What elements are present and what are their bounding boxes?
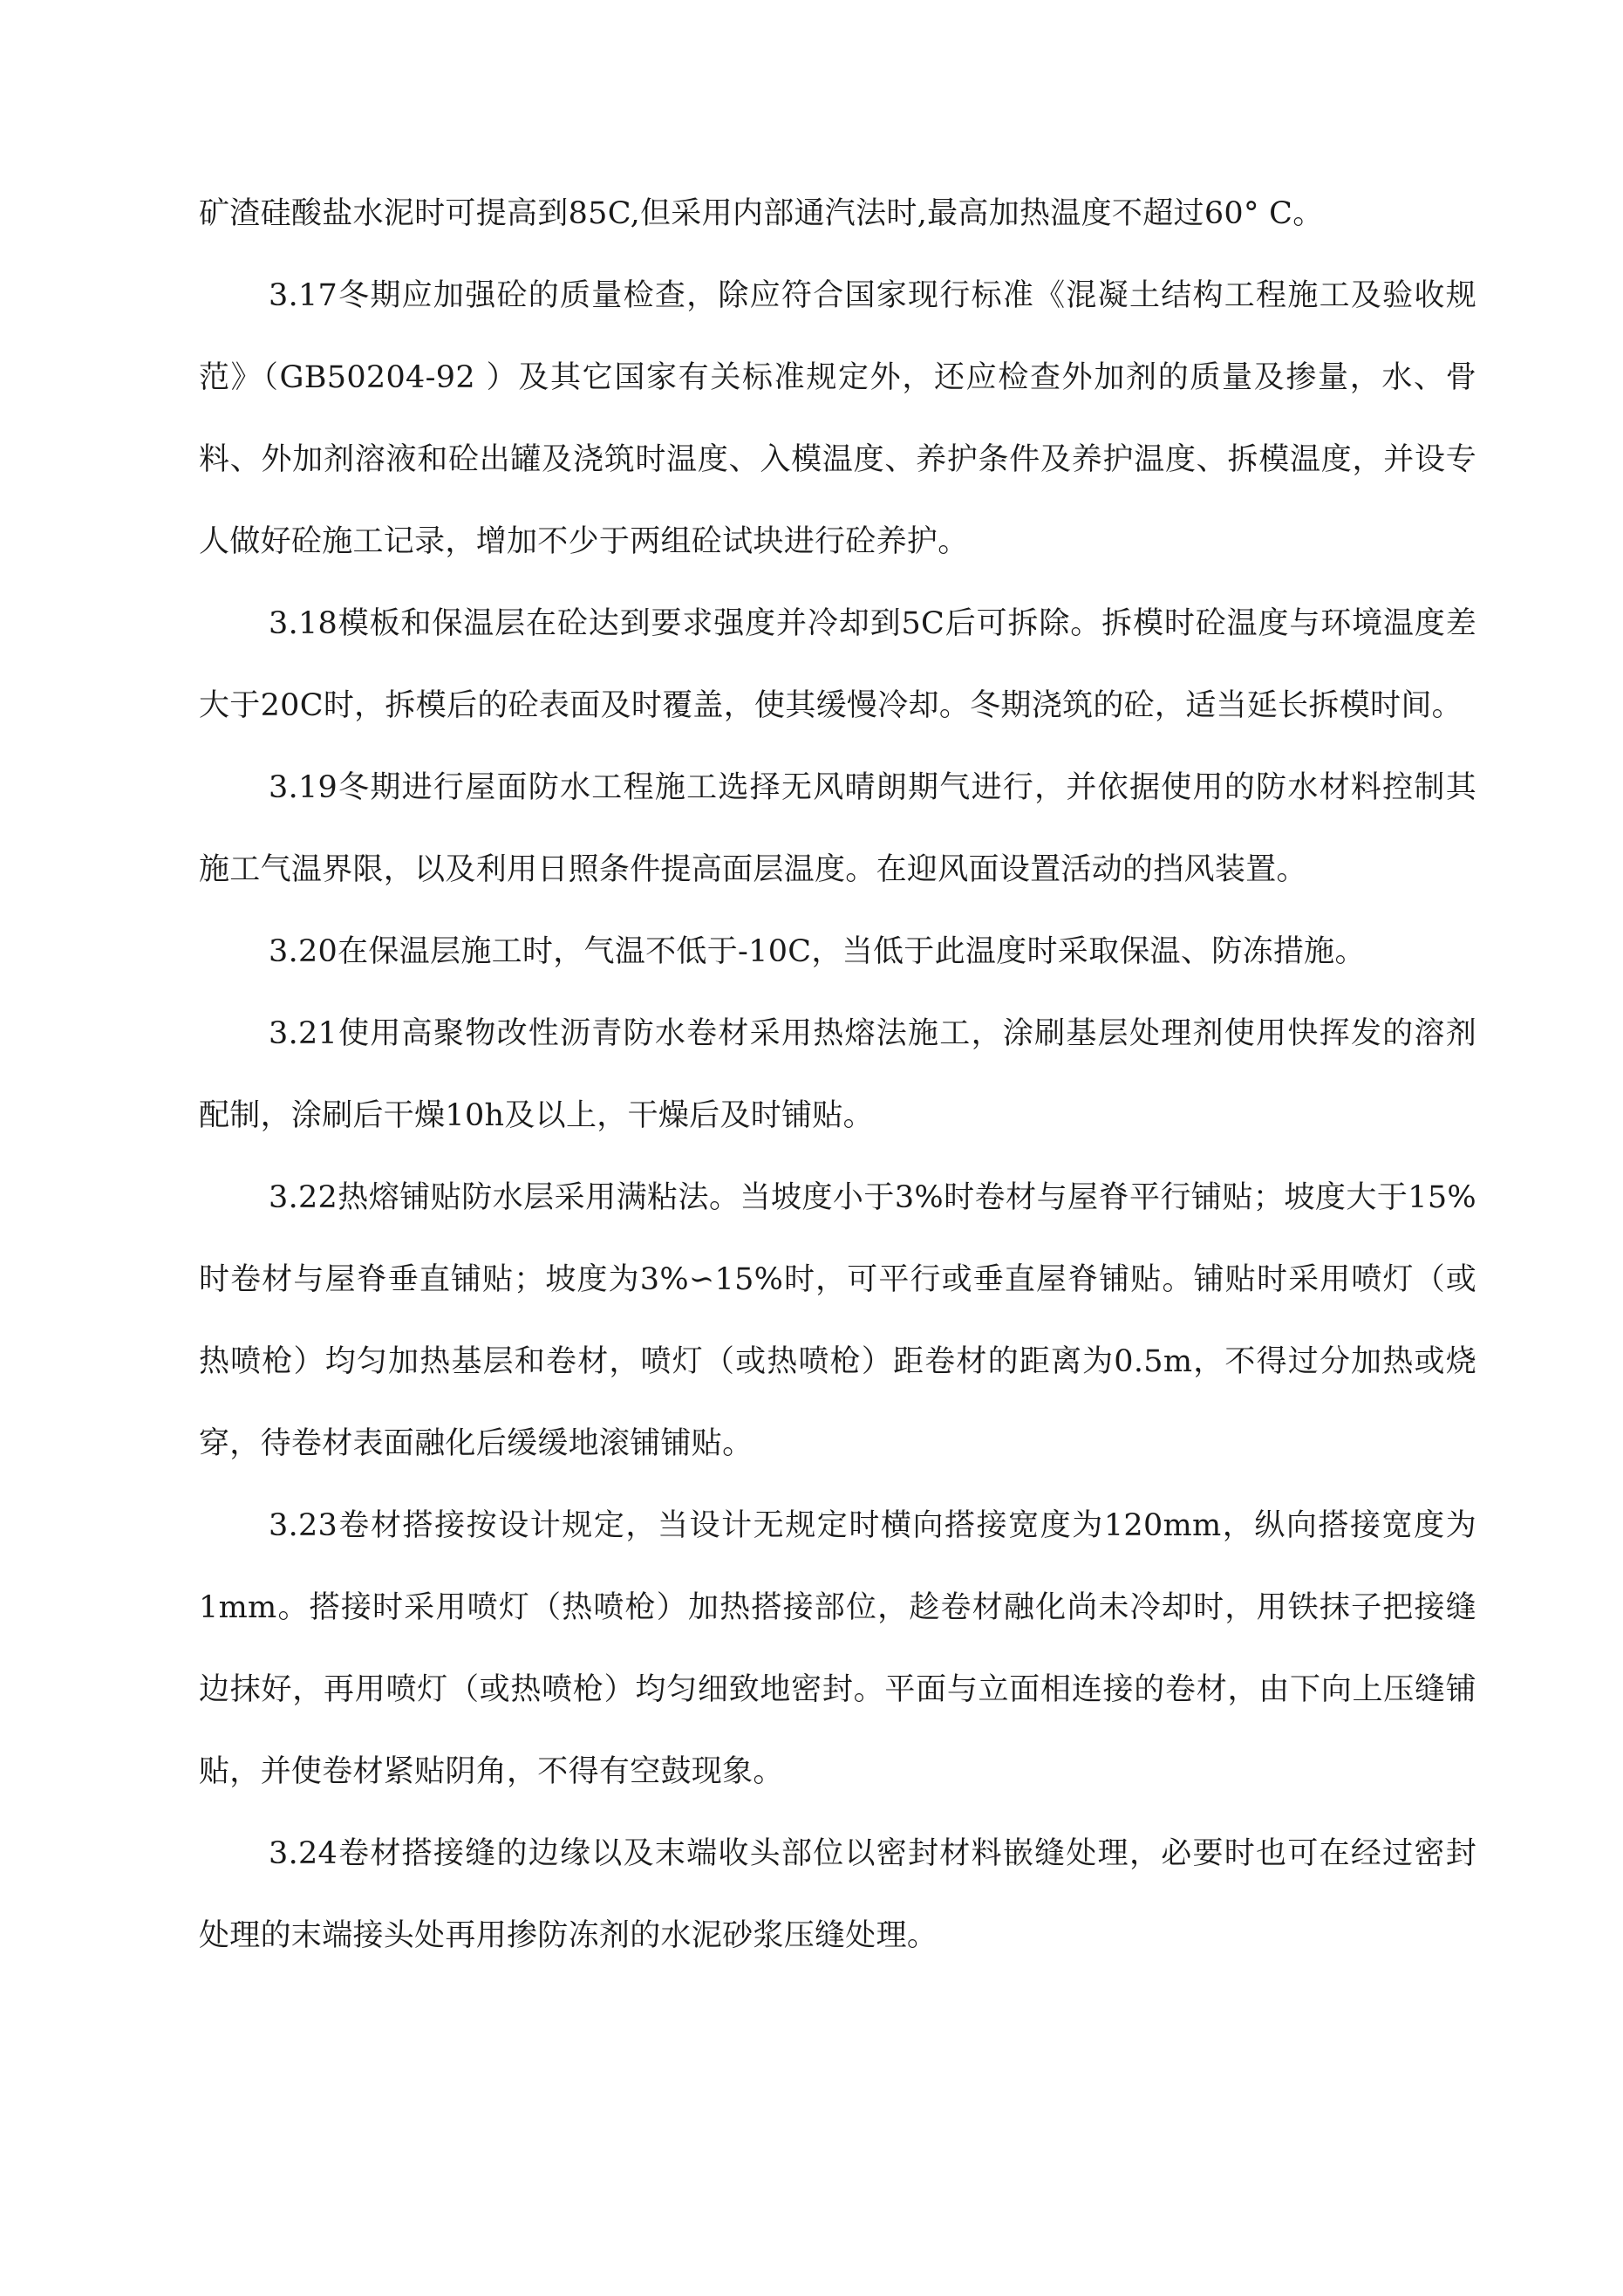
paragraph-3-17: 3.17冬期应加强砼的质量检查，除应符合国家现行标准《混凝土结构工程施工及验收规范》（GB50204-92 ）及其它国家有关标准规定外，还应检查外加剂的质量及掺量，水、骨料、外加剂溶液和砼出罐及浇筑时温度、入模温度、养护条件及养护温度、拆模温度，并设专人做好砼施工记录，增加不少于两组砼试块进行砼养护。 bbox=[199, 278, 1476, 559]
paragraph-3-19: 3.19冬期进行屋面防水工程施工选择无风晴朗期气进行，并依据使用的防水材料控制其施工气温界限，以及利用日照条件提高面层温度。在迎风面设置活动的挡风装置。 bbox=[199, 770, 1476, 887]
paragraph-3-23: 3.23卷材搭接按设计规定，当设计无规定时横向搭接宽度为120mm，纵向搭接宽度为1mm。搭接时采用喷灯（热喷枪）加热搭接部位，趁卷材融化尚未冷却时，用铁抹子把接缝边抹好，再用喷灯（或热喷枪）均匀细致地密封。平面与立面相连接的卷材，由下向上压缝铺贴，并使卷材紧贴阴角，不得有空鼓现象。 bbox=[199, 1508, 1476, 1789]
paragraph-continuation: 矿渣硅酸盐水泥时可提高到85C,但采用内部通汽法时,最高加热温度不超过60° C。 bbox=[199, 196, 1324, 231]
paragraph-3-20: 3.20在保温层施工时，气温不低于-10C，当低于此温度时采取保温、防冻措施。 bbox=[269, 934, 1366, 969]
paragraph-3-24: 3.24卷材搭接缝的边缘以及末端收头部位以密封材料嵌缝处理，必要时也可在经过密封处理的末端接头处再用掺防冻剂的水泥砂浆压缝处理。 bbox=[199, 1836, 1476, 1953]
paragraph-3-21: 3.21使用高聚物改性沥青防水卷材采用热熔法施工，涂刷基层处理剂使用快挥发的溶剂配制，涂刷后干燥10h及以上，干燥后及时铺贴。 bbox=[199, 1016, 1476, 1133]
paragraph-3-22: 3.22热熔铺贴防水层采用满粘法。当坡度小于3%时卷材与屋脊平行铺贴；坡度大于15%时卷材与屋脊垂直铺贴；坡度为3%∽15%时，可平行或垂直屋脊铺贴。铺贴时采用喷灯（或热喷枪）均匀加热基层和卷材，喷灯（或热喷枪）距卷材的距离为0.5m，不得过分加热或烧穿，待卷材表面融化后缓缓地滚铺铺贴。 bbox=[199, 1180, 1476, 1461]
body-text bbox=[199, 173, 1476, 1977]
paragraph-3-18: 3.18模板和保温层在砼达到要求强度并冷却到5C后可拆除。拆模时砼温度与环境温度差大于20C时，拆模后的砼表面及时覆盖，使其缓慢冷却。冬期浇筑的砼，适当延长拆模时间。 bbox=[199, 606, 1476, 723]
